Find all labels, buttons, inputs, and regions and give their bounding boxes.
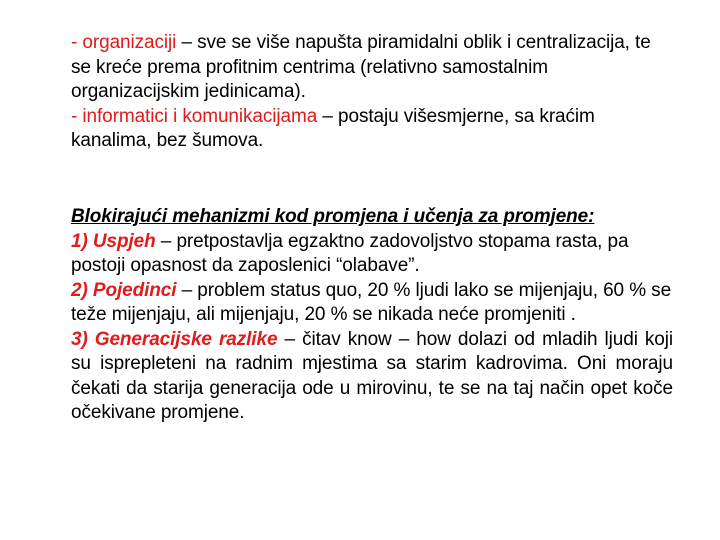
mechanism-text: čitav know – how dolazi od mladih ljudi koji su isprepleteni na radnim mjestima sa starim kadrovima. Oni moraju čekati da starija generacija ode u mirovinu, te se na taj način opet koče očekivane promjene. [71,328,674,423]
organization-text: – sve se više napušta piramidalni oblik i centralizacija, te se kreće prema profitnim centrima (relativno samostalnim organizacijskim jedinicama). [71,32,651,102]
mechanism-item-success [71,230,673,279]
mechanism-label: 2) Pojedinci [71,279,177,301]
mechanism-label: 1) Uspjeh [71,230,156,252]
mechanism-item-generations [71,328,673,426]
organization-label: - organizaciji [71,32,177,53]
communication-text: – postaju višesmjerne, sa kraćim kanalima, bez šumova. [71,105,595,151]
mechanism-text: pretpostavlja egzaktno zadovoljstvo stopama rasta, pa postoji opasnost da zaposlenici “olabave”. [71,230,629,276]
mechanism-separator: – [155,230,177,252]
blocking-mechanisms-block [71,205,673,426]
mechanism-label: 3) Generacijske razlike [71,328,278,350]
organization-paragraph [71,31,673,105]
intro-block [71,31,673,154]
mechanism-separator: – [277,328,303,350]
mechanism-item-individuals [71,279,673,328]
mechanism-text: problem status quo, 20 % ljudi lako se mijenjaju, 60 % se teže mijenjaju, ali mijenjaju, 20 % se nikada neće promjeniti . [71,279,672,325]
communication-paragraph [71,105,673,154]
blocking-mechanisms-heading: Blokirajući mehanizmi kod promjena i učenja za promjene: [71,206,595,227]
communication-label: - informatici i komunikacijama [71,105,318,127]
mechanism-separator: – [176,279,198,301]
